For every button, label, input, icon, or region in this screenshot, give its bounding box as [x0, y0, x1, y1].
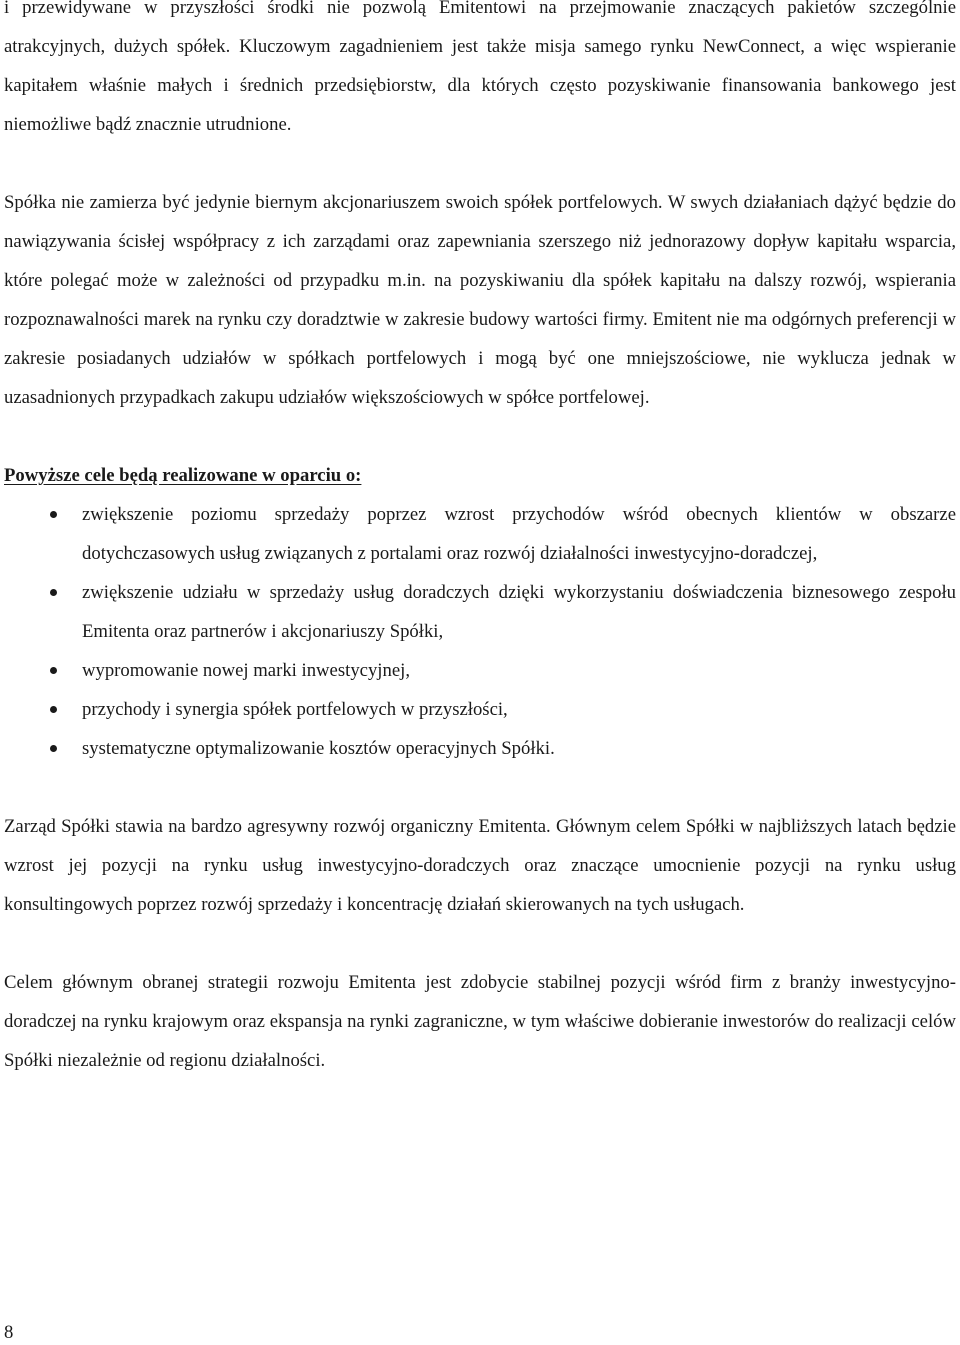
document-page [4, 0, 956, 1080]
bullet-icon [50, 589, 57, 596]
bullet-icon [50, 667, 57, 674]
list-item-text: wypromowanie nowej marki inwestycyjnej, [82, 660, 410, 681]
section-heading: Powyższe cele będą realizowane w oparciu o: [4, 465, 362, 486]
list-item [4, 690, 956, 729]
list-item-text: systematyczne optymalizowanie kosztów operacyjnych Spółki. [82, 738, 555, 759]
list-item-text: zwiększenie udziału w sprzedaży usług doradczych dzięki wykorzystaniu doświadczenia biznesowego zespołu Emitenta oraz partnerów i akcjonariuszy Spółki, [82, 582, 956, 642]
paragraph-main-goal: Celem głównym obranej strategii rozwoju Emitenta jest zdobycie stabilnej pozycji wśród firm z branży inwestycyjno-doradczej na rynku krajowym oraz ekspansja na rynki zagraniczne, w tym właściwe dobieranie inwestorów do realizacji celów Spółki niezależnie od regionu działalności. [4, 972, 956, 1071]
paragraph-board-strategy: Zarząd Spółki stawia na bardzo agresywny rozwój organiczny Emitenta. Głównym celem Spółki w najbliższych latach będzie wzrost jej pozycji na rynku usług inwestycyjno-doradczych oraz znaczące umocnienie pozycji na rynku usług konsultingowych poprzez rozwój sprzedaży i koncentrację działań skierowanych na tych usługach. [4, 816, 956, 915]
page-number: 8 [4, 1322, 14, 1343]
bullet-icon [50, 706, 57, 713]
list-item [4, 495, 956, 573]
goals-list [4, 495, 956, 768]
list-item [4, 729, 956, 768]
list-item [4, 573, 956, 651]
paragraph-intro: i przewidywane w przyszłości środki nie pozwolą Emitentowi na przejmowanie znaczących pakietów szczególnie atrakcyjnych, dużych spółek. Kluczowym zagadnieniem jest także misja samego rynku NewConnect, a więc wspieranie kapitałem właśnie małych i średnich przedsiębiorstw, dla których często pozyskiwanie finansowania bankowego jest niemożliwe bądź znacznie utrudnione. [4, 0, 956, 135]
bullet-icon [50, 745, 57, 752]
list-item-text: przychody i synergia spółek portfelowych w przyszłości, [82, 699, 508, 720]
list-item-text: zwiększenie poziomu sprzedaży poprzez wzrost przychodów wśród obecnych klientów w obszarze dotychczasowych usług związanych z portalami oraz rozwój działalności inwestycyjno-doradczej, [82, 504, 956, 564]
paragraph-cooperation: Spółka nie zamierza być jedynie biernym akcjonariuszem swoich spółek portfelowych. W swych działaniach dążyć będzie do nawiązywania ścisłej współpracy z ich zarządami oraz zapewniania szerszego niż jednorazowy dopływ kapitału wsparcia, które polegać może w zależności od przypadku m.in. na pozyskiwaniu dla spółek kapitału na dalszy rozwój, wspierania rozpoznawalności marek na rynku czy doradztwie w zakresie budowy wartości firmy. Emitent nie ma odgórnych preferencji w zakresie posiadanych udziałów w spółkach portfelowych i mogą być one mniejszościowe, nie wyklucza jednak w uzasadnionych przypadkach zakupu udziałów większościowych w spółce portfelowej. [4, 192, 956, 408]
bullet-icon [50, 511, 57, 518]
list-item [4, 651, 956, 690]
